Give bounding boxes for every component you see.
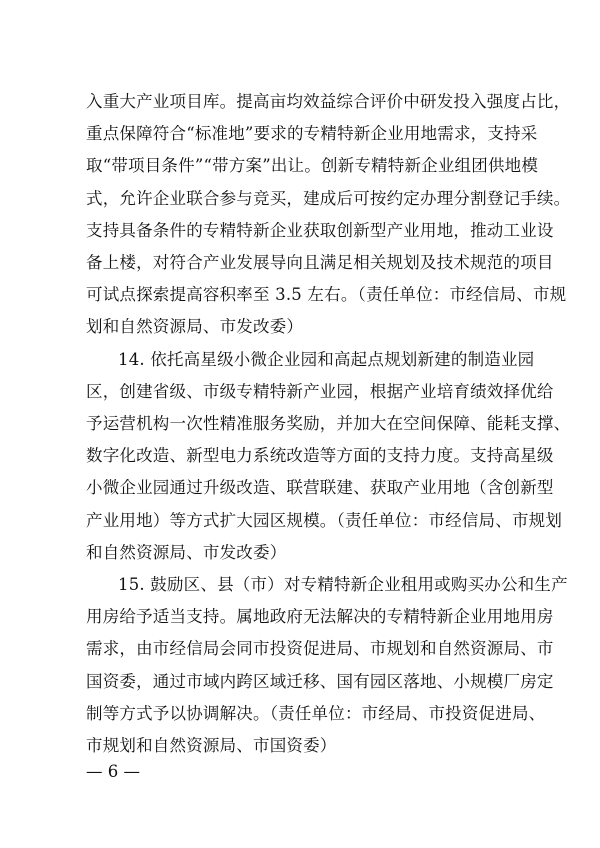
paragraph-1-line-7: 可试点探索提高容积率至 3.5 左右。（责任单位：市经信局、市规 [86,285,567,305]
paragraph-1-line-3: 取“带项目条件”“带方案”出让。创新专精特新企业组团供地模 [86,156,539,176]
paragraph-3-line-1: 15. 鼓励区、县（市）对专精特新企业租用或购买办公和生产 [118,575,568,594]
paragraph-2-line-2: 区，创建省级、市级专精特新产业园，根据产业培育绩效择优给 [86,381,554,401]
paragraph-1-line-6: 备上楼，对符合产业发展导向且满足相关规划及技术规范的项目 [86,253,554,272]
paragraph-2-line-1: 14. 依托高星级小微企业园和高起点规划新建的制造业园 [118,349,535,369]
paragraph-1-line-5: 支持具备条件的专精特新企业获取创新型产业用地，推动工业设 [86,220,554,240]
paragraph-2-line-3: 予运营机构一次性精准服务奖励，并加大在空间保障、能耗支撑、 [86,414,571,433]
paragraph-3-line-3: 需求，由市经信局会同市投资促进局、市规划和自然资源局、市 [86,639,554,659]
paragraph-3-line-2: 用房给予适当支持。属地政府无法解决的专精特新企业用地用房 [86,607,554,627]
paragraph-1-line-8: 划和自然资源局、市发改委） [86,317,304,337]
paragraph-1-line-1: 入重大产业项目库。提高亩均效益综合评价中研发投入强度占比， [86,92,571,111]
paragraph-2-line-7: 和自然资源局、市发改委） [86,542,287,562]
page-number: — 6 — [86,762,140,781]
paragraph-2-line-5: 小微企业园通过升级改造、联营联建、获取产业用地（含创新型 [86,478,554,498]
paragraph-3-line-5: 制等方式予以协调解决。（责任单位：市经局、市投资促进局、 [86,703,546,723]
paragraph-3-line-4: 国资委，通过市域内跨区域迁移、国有园区落地、小规模厂房定 [86,671,554,691]
paragraph-1-line-4: 式，允许企业联合参与竞买，建成后可按约定办理分割登记手续。 [86,188,571,208]
paragraph-2-line-6: 产业用地）等方式扩大园区规模。（责任单位：市经信局、市规划 [86,510,563,530]
paragraph-3-line-6: 市规划和自然资源局、市国资委） [86,736,337,755]
paragraph-1-line-2: 重点保障符合“标准地”要求的专精特新企业用地需求，支持采 [86,124,538,144]
paragraph-2-line-4: 数字化改造、新型电力系统改造等方面的支持力度。支持高星级 [86,446,554,466]
